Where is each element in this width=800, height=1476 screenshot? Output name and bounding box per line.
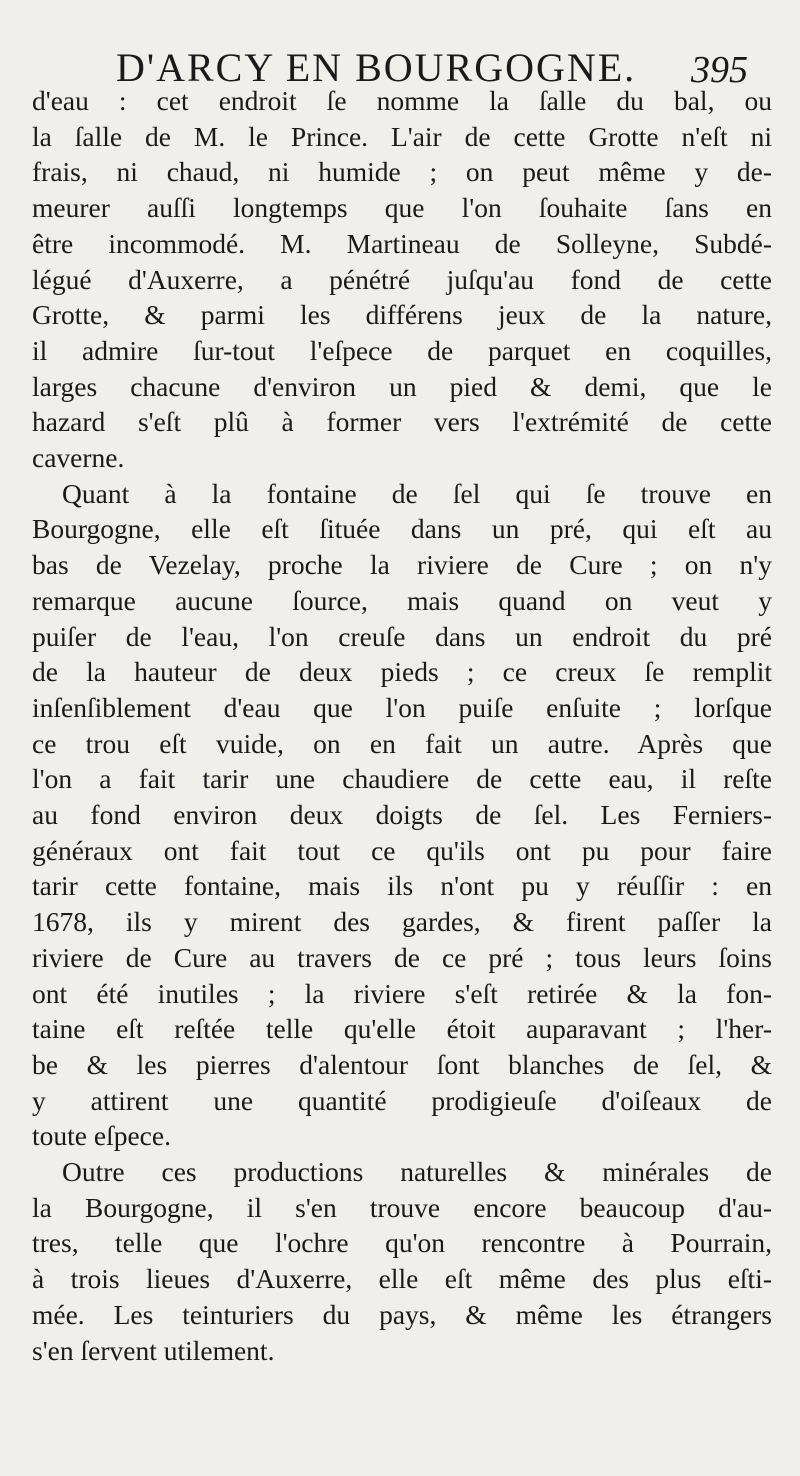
running-head: D'ARCY EN BOURGOGNE.: [116, 45, 637, 90]
text-line: à trois lieues d'Auxerre, elle eſt même des plus eſti-: [32, 1263, 772, 1295]
text-line: bas de Vezelay, proche la riviere de Cure ; on n'y: [32, 549, 772, 581]
text-line: be & les pierres d'alentour ſont blanches de ſel, &: [32, 1048, 772, 1080]
text-line: Grotte, & parmi les différens jeux de la nature,: [32, 299, 772, 331]
text-line: de la hauteur de deux pieds ; ce creux ſe remplit: [32, 656, 772, 688]
text-line: caverne.: [32, 442, 125, 473]
text-line: toute eſpece.: [32, 1120, 171, 1152]
text-line: hazard s'eſt plû à former vers l'extrémité de cette: [32, 406, 772, 438]
text-line: puiſer de l'eau, l'on creuſe dans un endroit du pré: [32, 620, 772, 652]
text-line: inſenſiblement d'eau que l'on puiſe enſuite ; lorſque: [32, 691, 772, 723]
text-line: légué d'Auxerre, a pénétré juſqu'au fond de cette: [32, 263, 772, 295]
text-line: Bourgogne, elle eſt ſituée dans un pré, qui eſt au: [32, 513, 772, 545]
text-line: y attirent une quantité prodigieuſe d'oiſeaux de: [32, 1084, 772, 1116]
text-line: tres, telle que l'ochre qu'on rencontre à Pourrain,: [32, 1227, 772, 1259]
text-line: taine eſt reſtée telle qu'elle étoit auparavant ; l'her-: [32, 1013, 772, 1045]
page-number: 395: [691, 49, 748, 91]
text-line: être incommodé. M. Martineau de Solleyne, Subdé-: [32, 227, 772, 259]
text-line: ce trou eſt vuide, on en fait un autre. Après que: [32, 727, 772, 759]
text-line: tarir cette fontaine, mais ils n'ont pu y réuſſir : en: [32, 870, 772, 902]
text-line: Outre ces productions naturelles & minérales de: [62, 1156, 772, 1187]
text-line: l'on a fait tarir une chaudiere de cette eau, il reſte: [32, 763, 772, 795]
text-line: Quant à la fontaine de ſel qui ſe trouve en: [62, 477, 772, 509]
text-line: il admire ſur-tout l'eſpece de parquet en coquilles,: [32, 334, 772, 366]
text-line: la ſalle de M. le Prince. L'air de cette Grotte n'eſt ni: [32, 120, 772, 152]
text-line: s'en ſervent utilement.: [32, 1334, 275, 1366]
text-line: frais, ni chaud, ni humide ; on peut même y de-: [32, 156, 772, 188]
text-line: meurer auſſi longtemps que l'on ſouhaite ſans en: [32, 192, 772, 224]
text-line: riviere de Cure au travers de ce pré ; tous leurs ſoins: [32, 941, 772, 973]
text-line: mée. Les teinturiers du pays, & même les étrangers: [32, 1298, 772, 1330]
text-line: ont été inutiles ; la riviere s'eſt retirée & la fon-: [32, 977, 772, 1009]
text-line: généraux ont fait tout ce qu'ils ont pu pour faire: [32, 834, 772, 866]
text-line: au fond environ deux doigts de ſel. Les Ferniers-: [32, 799, 772, 830]
text-line: larges chacune d'environ un pied & demi, que le: [32, 370, 772, 402]
text-line: d'eau : cet endroit ſe nomme la ſalle du bal, ou: [32, 85, 772, 116]
text-line: 1678, ils y mirent des gardes, & firent paſſer la: [32, 906, 772, 938]
text-line: remarque aucune ſource, mais quand on veut y: [32, 584, 772, 616]
text-line: la Bourgogne, il s'en trouve encore beaucoup d'au-: [32, 1191, 772, 1223]
